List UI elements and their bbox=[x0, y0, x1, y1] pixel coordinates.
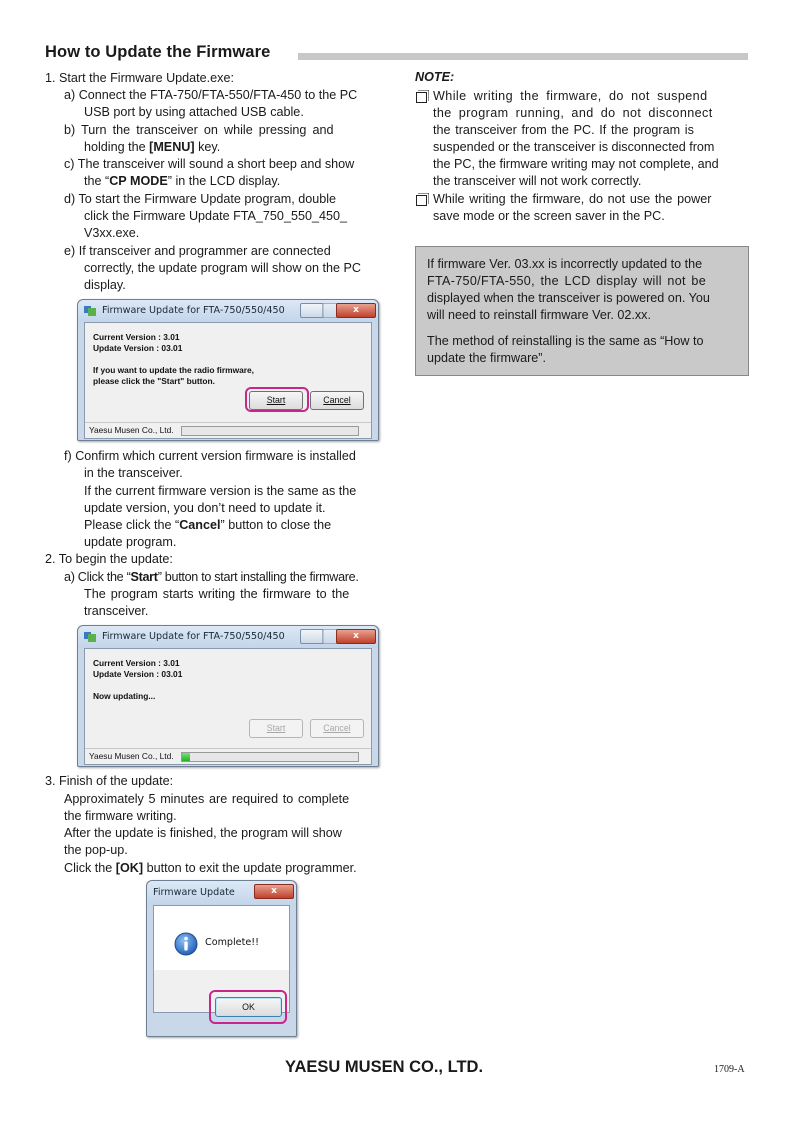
info-line6: update the firmware”. bbox=[427, 351, 546, 365]
dialog-title: Firmware Update for FTA-750/550/450 bbox=[102, 631, 285, 642]
firmware-update-dialog-updating bbox=[77, 625, 379, 767]
dialog-client bbox=[84, 322, 372, 439]
dialog-titlebar bbox=[78, 300, 378, 322]
step-1c-line2: the “CP MODE” in the LCD display. bbox=[84, 174, 281, 188]
status-bar bbox=[85, 422, 371, 438]
app-icon bbox=[84, 305, 96, 316]
step-3-line1: Approximately 5 minutes are required to complete bbox=[64, 792, 350, 806]
step-1d-line3: V3xx.exe. bbox=[84, 226, 140, 240]
step-2a-line3: transceiver. bbox=[84, 604, 149, 618]
note-item2-line1: While writing the firmware, do not use the power bbox=[433, 192, 712, 206]
dialog-title: Firmware Update bbox=[153, 887, 235, 898]
progress-fill bbox=[182, 753, 190, 761]
dialog-titlebar bbox=[78, 626, 378, 648]
close-icon: x bbox=[353, 631, 359, 641]
step-1e-line2: correctly, the update program will show on the PC bbox=[84, 261, 361, 275]
menu-key-label: [MENU] bbox=[149, 140, 195, 154]
step-1f-line1: f) Confirm which current version firmware is installed bbox=[64, 449, 356, 463]
minimize-button[interactable] bbox=[300, 303, 324, 318]
dialog-client bbox=[153, 905, 290, 1013]
instruction-line1: If you want to update the radio firmware, bbox=[93, 365, 255, 375]
step-1a-line1: a) Connect the FTA-750/FTA-550/FTA-450 to the PC bbox=[64, 88, 358, 102]
step-1f-line4: update version, you don’t need to update it. bbox=[84, 501, 326, 515]
note-item2-line2: save mode or the screen saver in the PC. bbox=[433, 209, 665, 223]
footer-company-name: YAESU MUSEN CO., LTD. bbox=[285, 1058, 484, 1076]
reinstall-info-box bbox=[415, 246, 749, 376]
heading-rule bbox=[298, 53, 748, 60]
note-item1-line2: the program running, and do not disconnect bbox=[433, 106, 713, 120]
status-company-label: Yaesu Musen Co., Ltd. bbox=[89, 425, 174, 435]
page-title: How to Update the Firmware bbox=[45, 43, 271, 61]
cancel-button[interactable]: Cancel bbox=[310, 719, 364, 738]
update-version-text: Update Version : 03.01 bbox=[93, 669, 183, 679]
info-line1: If firmware Ver. 03.xx is incorrectly updated to the bbox=[427, 257, 703, 271]
close-button[interactable] bbox=[336, 629, 376, 644]
checkbox-bullet-icon bbox=[416, 195, 427, 206]
current-version-text: Current Version : 3.01 bbox=[93, 658, 180, 668]
step-1b-line2: holding the [MENU] key. bbox=[84, 140, 221, 154]
start-button[interactable]: Start bbox=[249, 719, 303, 738]
step-1d-line1: d) To start the Firmware Update program, double bbox=[64, 192, 337, 206]
step-1: 1. Start the Firmware Update.exe: bbox=[45, 71, 234, 85]
start-word: Start bbox=[130, 570, 158, 584]
cancel-word: Cancel bbox=[179, 518, 221, 532]
app-icon bbox=[84, 631, 96, 642]
step-1e-line1: e) If transceiver and programmer are connected bbox=[64, 244, 331, 258]
step-2a-line1: a) Click the “Start” button to start installing the firmware. bbox=[64, 570, 359, 584]
info-line2: FTA-750/FTA-550, the LCD display will not be bbox=[427, 274, 707, 288]
step-1a-line2: USB port by using attached USB cable. bbox=[84, 105, 304, 119]
close-button[interactable] bbox=[254, 884, 294, 899]
note-item1-line4: suspended or the transceiver is disconnected from bbox=[433, 140, 715, 154]
close-button[interactable] bbox=[336, 303, 376, 318]
current-version-text: Current Version : 3.01 bbox=[93, 332, 180, 342]
checkbox-bullet-icon bbox=[416, 92, 427, 103]
cancel-button[interactable]: Cancel bbox=[310, 391, 364, 410]
step-2a-line2: The program starts writing the firmware to the bbox=[84, 587, 350, 601]
updating-message: Now updating... bbox=[93, 691, 156, 701]
note-item1-line6: the transceiver will not work correctly. bbox=[433, 174, 642, 188]
step-1f-line5: Please click the “Cancel” button to close the bbox=[84, 518, 332, 532]
step-1f-line3: If the current firmware version is the same as the bbox=[84, 484, 357, 498]
step-1f-line2: in the transceiver. bbox=[84, 466, 183, 480]
info-line4: will need to reinstall firmware Ver. 02.xx. bbox=[427, 308, 651, 322]
step-1b-line1: b) Turn the transceiver on while pressing and bbox=[64, 123, 334, 137]
complete-message: Complete!! bbox=[205, 937, 259, 948]
instruction-line2: please click the "Start" button. bbox=[93, 376, 215, 386]
start-button[interactable]: Start bbox=[249, 391, 303, 410]
step-3-line4: the pop-up. bbox=[64, 843, 128, 857]
step-3-line3: After the update is finished, the program will show bbox=[64, 826, 342, 840]
step-1f-line6: update program. bbox=[84, 535, 177, 549]
progress-bar bbox=[181, 426, 359, 436]
info-icon bbox=[174, 932, 198, 956]
step-3: 3. Finish of the update: bbox=[45, 774, 174, 788]
step-1c-line1: c) The transceiver will sound a short beep and show bbox=[64, 157, 355, 171]
info-line5: The method of reinstalling is the same as “How to bbox=[427, 334, 704, 348]
step-3-line5: Click the [OK] button to exit the update programmer. bbox=[64, 861, 357, 875]
update-version-text: Update Version : 03.01 bbox=[93, 343, 183, 353]
info-line3: displayed when the transceiver is powered on. You bbox=[427, 291, 710, 305]
note-item1-line3: the transceiver from the PC. If the program is bbox=[433, 123, 694, 137]
status-bar bbox=[85, 748, 371, 764]
note-item1-line5: the PC, the firmware writing may not complete, and bbox=[433, 157, 719, 171]
ok-key-label: [OK] bbox=[115, 861, 144, 875]
note-heading: NOTE: bbox=[415, 70, 455, 84]
close-icon: x bbox=[271, 886, 277, 896]
dialog-client bbox=[84, 648, 372, 765]
progress-bar bbox=[181, 752, 359, 762]
cp-mode-label: CP MODE bbox=[109, 174, 168, 188]
minimize-button[interactable] bbox=[300, 629, 324, 644]
step-1e-line3: display. bbox=[84, 278, 126, 292]
step-3-line2: the firmware writing. bbox=[64, 809, 177, 823]
dialog-titlebar bbox=[147, 881, 296, 905]
firmware-update-dialog-ready bbox=[77, 299, 379, 441]
status-company-label: Yaesu Musen Co., Ltd. bbox=[89, 751, 174, 761]
complete-dialog bbox=[146, 880, 297, 1037]
ok-button[interactable]: OK bbox=[215, 997, 282, 1017]
step-2: 2. To begin the update: bbox=[45, 552, 173, 566]
note-item1-line1: While writing the firmware, do not suspend bbox=[433, 89, 708, 103]
dialog-title: Firmware Update for FTA-750/550/450 bbox=[102, 305, 285, 316]
footer-document-code: 1709-A bbox=[714, 1064, 745, 1075]
close-icon: x bbox=[353, 305, 359, 315]
step-1d-line2: click the Firmware Update FTA_750_550_450_ bbox=[84, 209, 347, 223]
